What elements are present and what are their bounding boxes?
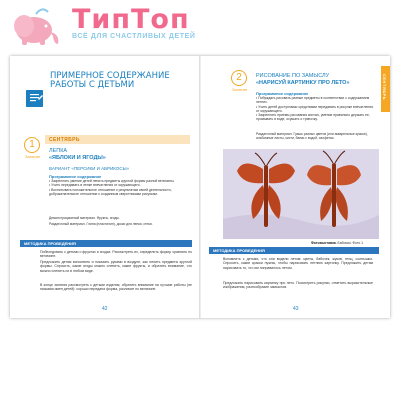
objectives-list xyxy=(256,96,374,122)
lesson-variant: ВАРИАНТ «ПЕРСИКИ И АБРИКОСЫ» xyxy=(49,166,130,171)
method-paragraph: Предложить детям вспомнить и показать руками в воздухе, как лепить предметы круглой формы. Спросить, какие ягоды можно слепить, какие фрукты, и обратить внимание, что можно слепить их в любом виде. xyxy=(40,260,192,273)
caption-text: Бабочки. Фото 1 xyxy=(337,241,364,245)
caption-bold: Фотовыставка. xyxy=(311,241,337,245)
lesson-caption: Занятие xyxy=(25,154,41,159)
demo-material: Демонстрационный материал. Фрукты, ягоды. xyxy=(49,216,120,220)
method-bar xyxy=(209,247,379,254)
list-item: • Воспитывать положительное отношение к результатам своей деятельности, доброжелательное отношение к созданным сверстниками рисункам. xyxy=(49,187,172,196)
month-label: СЕНТЯБРЬ xyxy=(49,136,80,143)
method-paragraph: Побеседовать с детьми о фруктах и ягодах. Рассмотреть их, определить форму, сравнить по величине. xyxy=(40,250,192,259)
elephant-logo-icon xyxy=(6,6,62,46)
content-heading: Программное содержание xyxy=(49,174,102,179)
handout-material: Раздаточный материал. Гуашь разных цветов (или акварельные краски), альбомные листы, кисти, банки с водой, салфетки. xyxy=(256,132,368,141)
method-label: МЕТОДИКА ПРОВЕДЕНИЯ xyxy=(24,241,76,247)
lesson-type: ЛЕПКА xyxy=(49,148,68,154)
list-item: • Закреплять приемы рисования кистью, умение правильно держать ее, промывать в воде, осушать о тряпочку. xyxy=(256,113,370,122)
month-side-tab xyxy=(381,66,390,112)
lesson-name: «НАРИСУЙ КАРТИНКУ ПРО ЛЕТО» xyxy=(256,80,350,86)
store-header xyxy=(0,0,400,46)
method-paragraph: В конце занятия рассмотреть с детьми изделия, обратить внимание на лучшие работы (не называя имен детей): хорошо передана форма, различие по величине. xyxy=(40,283,192,292)
lesson-caption: Занятие xyxy=(232,87,248,92)
lesson-number-badge: 2 xyxy=(231,70,247,86)
photo-caption xyxy=(311,241,363,245)
lesson-type: РИСОВАНИЕ ПО ЗАМЫСЛУ xyxy=(256,73,330,79)
page-number: 43 xyxy=(293,306,299,312)
store-logo-title: ТипТоп xyxy=(72,4,190,35)
objectives-list xyxy=(49,179,191,196)
store-logo-subtitle: ВСЁ ДЛЯ СЧАСТЛИВЫХ ДЕТЕЙ xyxy=(72,33,196,40)
method-bar xyxy=(20,240,192,247)
lesson-name: «ЯБЛОКИ И ЯГОДЫ» xyxy=(49,155,106,161)
method-label: МЕТОДИКА ПРОВЕДЕНИЯ xyxy=(213,248,265,254)
right-page xyxy=(201,56,390,318)
method-paragraph: Вспомнить с детьми, что они видели летом: цветы, бабочек, жуков, птиц, солнышко. Спросить, какие краски нужны, чтобы нарисовать летнюю картинку. Предложить детям нарисовать то, что им понравилось летом. xyxy=(223,257,373,270)
book-icon xyxy=(26,90,43,107)
list-item: • Учить детей доступными средствами передавать в рисунке впечатления от окружающего. xyxy=(256,104,373,113)
section-title: ПРИМЕРНОЕ СОДЕРЖАНИЕ РАБОТЫ С ДЕТЬМИ xyxy=(50,71,170,90)
list-item: • Побуждать рисовать разные предметы в соответствии с содержанием летних. xyxy=(256,96,370,105)
left-page xyxy=(10,56,199,318)
list-item: • Закреплять умение детей лепить предметы круглой формы разной величины. xyxy=(49,179,175,183)
month-bar xyxy=(45,135,190,144)
handout-material: Раздаточный материал. Глина (пластилин), доски для лепки, стеки. xyxy=(49,222,153,226)
lesson-number-badge: 1 xyxy=(24,137,40,153)
page-number: 42 xyxy=(102,306,108,312)
butterfly-drawing xyxy=(223,149,379,239)
book-spread xyxy=(10,56,390,318)
side-tab-label: СЕНТЯБРЬ xyxy=(382,74,387,101)
content-heading: Программное содержание xyxy=(256,91,309,96)
list-item: • Учить передавать в лепке впечатления от окружающего. xyxy=(49,183,141,188)
method-paragraph: Предложить нарисовать картинку про лето. Посмотреть рисунки, отметить выразительные изображения, разнообразие замыслов. xyxy=(223,281,373,290)
